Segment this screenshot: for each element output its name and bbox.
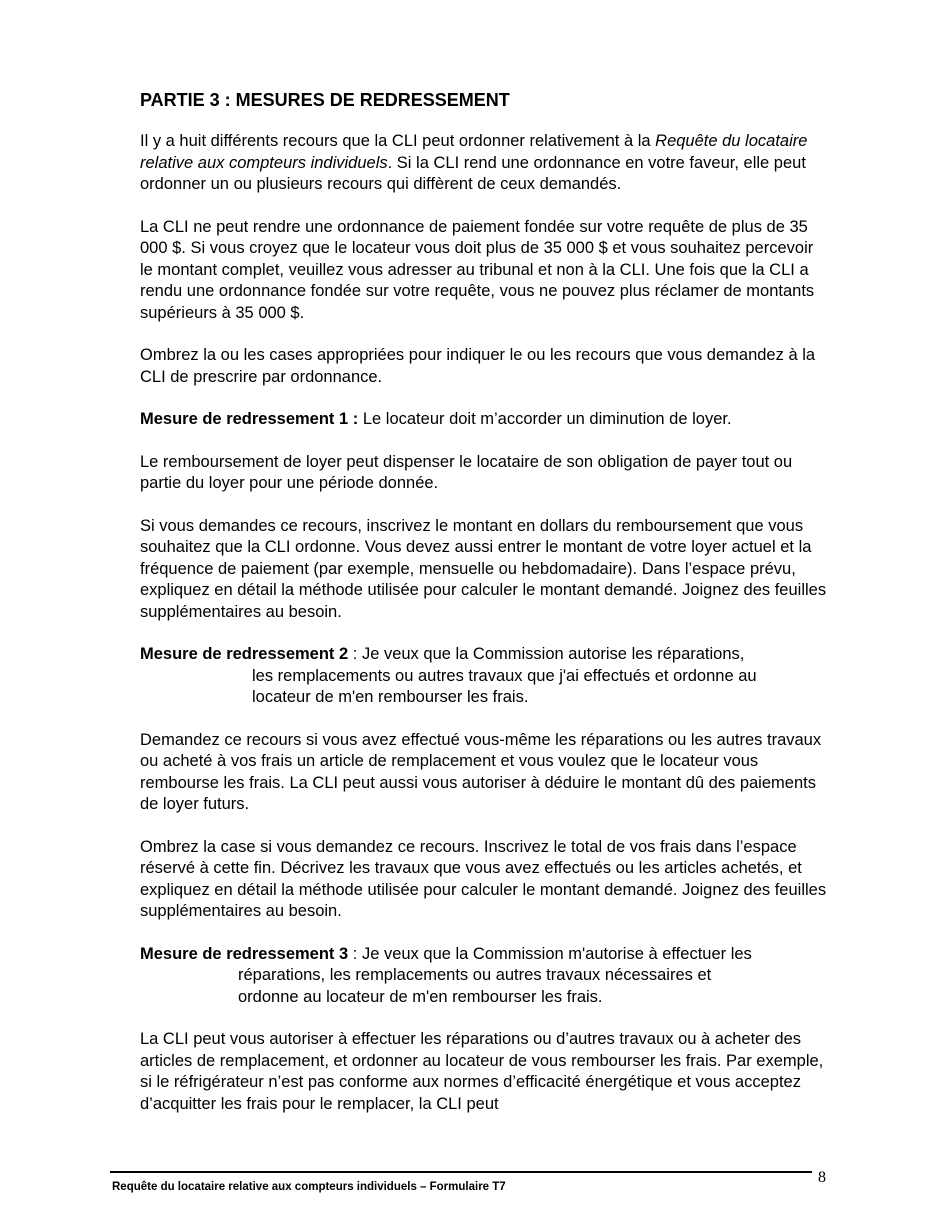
shade-instructions: Ombrez la ou les cases appropriées pour indiquer le ou les recours que vous demandez à la CLI de prescrire par ordonnance. — [140, 346, 816, 386]
measure-1-label: Mesure de redressement 1 : — [140, 410, 359, 428]
measure-2-text-1: : Je veux que la Commission autorise les réparations, — [348, 645, 745, 663]
measure-1-text: Le locateur doit m’accorder un diminution de loyer. — [358, 410, 732, 428]
limit-paragraph: La CLI ne peut rendre une ordonnance de paiement fondée sur votre requête de plus de 35 000 $. Si vous croyez que le locateur vous doit plus de 35 000 $ et vous souhaitez percevoir le montant complet, veuillez vous adresser au tribunal et non à la CLI. Une fois que la CLI a rendu une ordonnance fondée sur votre requête, vous ne pouvez plus réclamer de montants supérieurs à 35 000 $. — [140, 217, 815, 322]
page-content — [140, 88, 830, 1136]
measure-2-text-3: locateur de m'en rembourser les frais. — [252, 688, 529, 706]
measure-3 — [140, 944, 830, 1009]
measure-2-text-2: les remplacements ou autres travaux que j'ai effectués et ordonne au — [252, 666, 757, 685]
measure-3-explanation: La CLI peut vous autoriser à effectuer les réparations ou d’autres travaux ou à acheter des articles de remplacement, et ordonner au locateur de vous rembourser les frais. Par exemple, si le réfrigérateur n’est pas conforme aux normes d’efficacité énergétique et vous acceptez d’acquitter les frais pour le remplacer, la CLI peut — [140, 1030, 824, 1113]
measure-2-instructions: Ombrez la case si vous demandez ce recours. Inscrivez le total de vos frais dans l’espace réservé à cette fin. Décrivez les travaux que vous avez effectués ou les articles achetés, et expliquez en détail la méthode utilisée pour calculer le montant demandé. Joignez des feuilles supplémentaires au besoin. — [140, 837, 827, 920]
intro-paragraph — [140, 131, 830, 196]
measure-2-explanation: Demandez ce recours si vous avez effectué vous-même les réparations ou les autres travaux ou acheté à vos frais un article de remplacement et vous voulez que le locateur vous rembourse les frais. La CLI peut aussi vous autoriser à déduire le montant dû des paiements de loyer futurs. — [140, 730, 822, 813]
measure-2-label: Mesure de redressement 2 — [140, 645, 349, 663]
footer-divider — [110, 1171, 812, 1173]
form-title-italic: Requête du locataire relative aux compteurs individuels — [140, 132, 808, 172]
measure-3-label: Mesure de redressement 3 — [140, 944, 349, 963]
rent-rebate-instructions: Si vous demandes ce recours, inscrivez le montant en dollars du remboursement que vous souhaitez que la CLI ordonne. Vous devez aussi entrer le montant de votre loyer actuel et la fréquence de paiement (par exemple, mensuelle ou hebdomadaire). Dans l’espace prévu, expliquez en détail la méthode utilisée pour calculer le montant demandé. Joignez des feuilles supplémentaires au besoin. — [140, 516, 827, 621]
rent-rebate-paragraph: Le remboursement de loyer peut dispenser le locataire de son obligation de payer tout ou partie du loyer pour une période donnée. — [140, 452, 793, 492]
measure-2 — [140, 644, 830, 709]
intro-text-c: . Si la CLI rend une ordonnance en votre faveur, elle peut ordonner un ou plusieurs recours qui diffèrent de ceux demandés. — [140, 153, 806, 193]
intro-text-a: Il y a huit différents recours que la CLI peut ordonner relativement à la — [140, 132, 656, 150]
page-number: 8 — [818, 1169, 826, 1186]
measure-3-text-2: réparations, les remplacements ou autres travaux nécessaires et — [238, 966, 712, 984]
measure-1 — [140, 409, 830, 431]
footer-form-title: Requête du locataire relative aux compteurs individuels – Formulaire T7 — [112, 1181, 506, 1193]
measure-3-text-3: ordonne au locateur de m'en rembourser les frais. — [238, 987, 603, 1006]
section-title: PARTIE 3 : MESURES DE REDRESSEMENT — [140, 90, 510, 110]
measure-3-text-1: : Je veux que la Commission m'autorise à effectuer les — [348, 944, 752, 963]
